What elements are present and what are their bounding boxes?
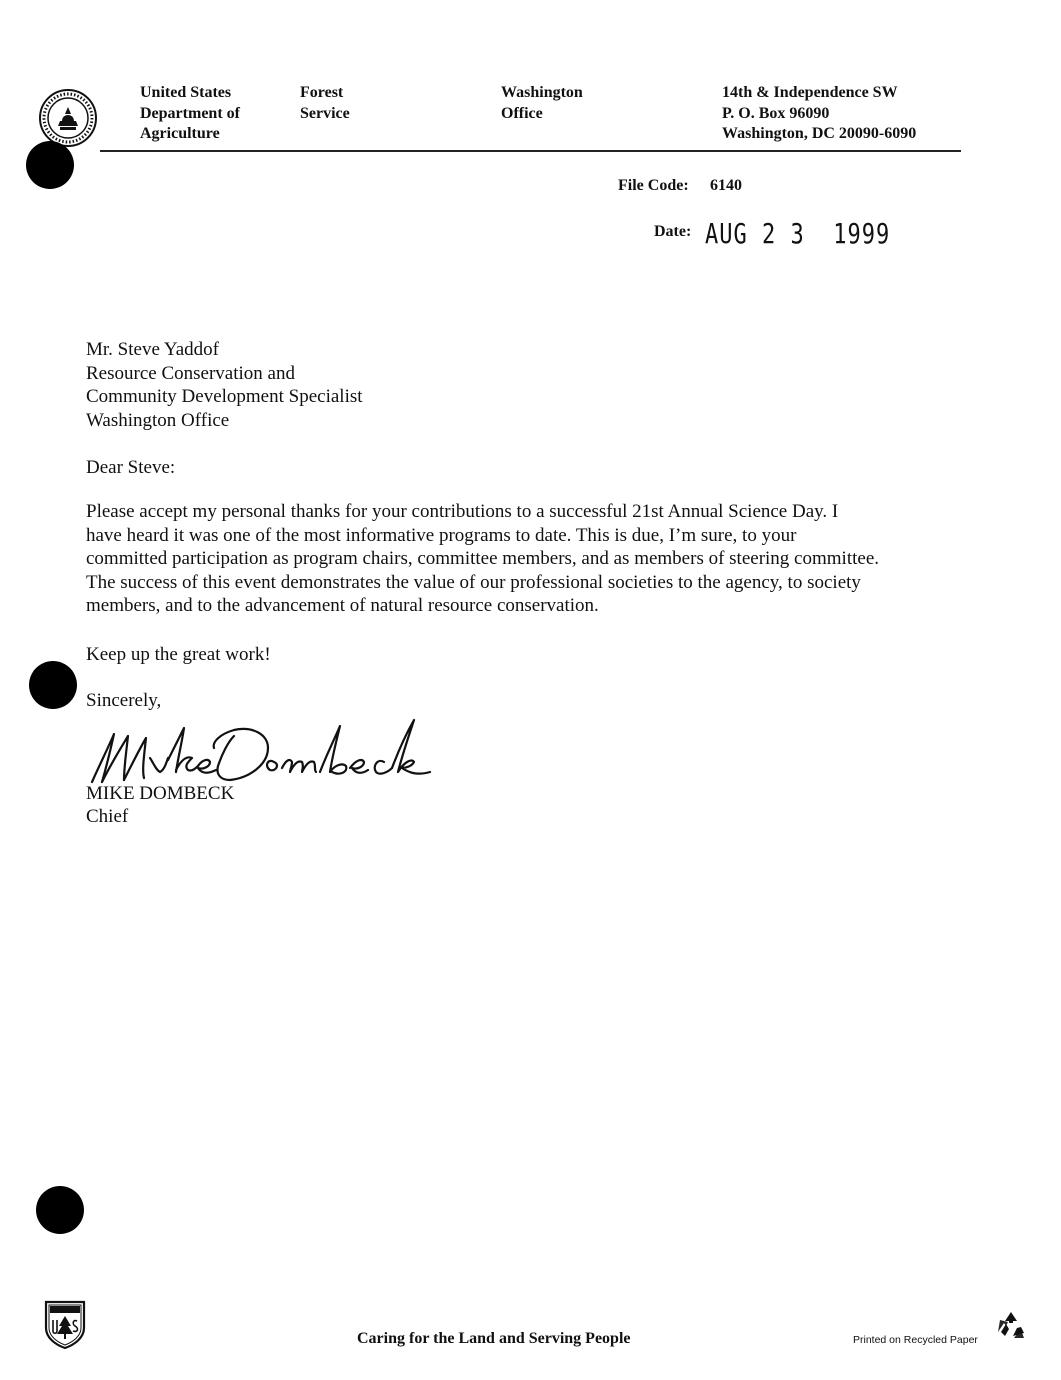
recycle-icon [996, 1310, 1026, 1340]
office-line-2: Office [501, 104, 543, 122]
body-paragraph [86, 500, 966, 618]
footer-motto: Caring for the Land and Serving People [357, 1330, 631, 1347]
recipient-line-3: Community Development Specialist [86, 386, 363, 408]
closing-remark: Keep up the great work! [86, 644, 271, 665]
file-code-label: File Code: [618, 177, 689, 194]
letterhead-office [501, 83, 583, 124]
punch-hole-bottom [36, 1186, 84, 1234]
department-line-3: Agriculture [140, 125, 220, 142]
paragraph-line-2: have heard it was one of the most informative programs to date. This is due, I’m sure, to your [86, 524, 797, 546]
punch-hole-top [26, 141, 74, 189]
date-stamp: AUG 2 3 1999 [705, 219, 891, 251]
paragraph-line-1: Please accept my personal thanks for your contributions to a successful 21st Annual Science Day. I [86, 501, 839, 522]
letterhead-department [140, 83, 240, 145]
file-code-value: 6140 [710, 177, 742, 194]
recipient-line-1: Mr. Steve Yaddof [86, 339, 220, 360]
paragraph-line-3: committed participation as program chairs, committee members, and as members of steering committee. [86, 548, 879, 570]
date-label: Date: [654, 223, 692, 240]
punch-hole-middle [29, 661, 77, 709]
agency-line-1: Forest [300, 84, 344, 101]
recipient-line-2: Resource Conservation and [86, 362, 295, 384]
address-line-2: P. O. Box 96090 [722, 104, 830, 122]
agency-line-2: Service [300, 104, 350, 122]
address-line-1: 14th & Independence SW [722, 84, 898, 101]
signer-title: Chief [86, 806, 129, 827]
salutation: Dear Steve: [86, 457, 176, 478]
header-divider [100, 150, 961, 152]
closing: Sincerely, [86, 690, 162, 711]
address-line-3: Washington, DC 20090-6090 [722, 125, 917, 142]
department-line-1: United States [140, 84, 232, 101]
forest-service-shield-icon [42, 1298, 88, 1350]
letterhead-agency [300, 83, 350, 124]
department-line-2: Department of [140, 104, 240, 122]
usda-seal-icon [38, 88, 98, 148]
office-line-1: Washington [501, 84, 583, 101]
letterhead-address [722, 83, 916, 145]
recipient-address [86, 338, 363, 432]
recycled-paper-note: Printed on Recycled Paper [853, 1334, 978, 1346]
paragraph-line-5: members, and to the advancement of natural resource conservation. [86, 595, 599, 617]
handwritten-signature [84, 712, 436, 788]
paragraph-line-4: The success of this event demonstrates the value of our professional societies to the agency, to society [86, 571, 861, 593]
signer-name: MIKE DOMBECK [86, 783, 235, 804]
recipient-line-4: Washington Office [86, 409, 230, 431]
